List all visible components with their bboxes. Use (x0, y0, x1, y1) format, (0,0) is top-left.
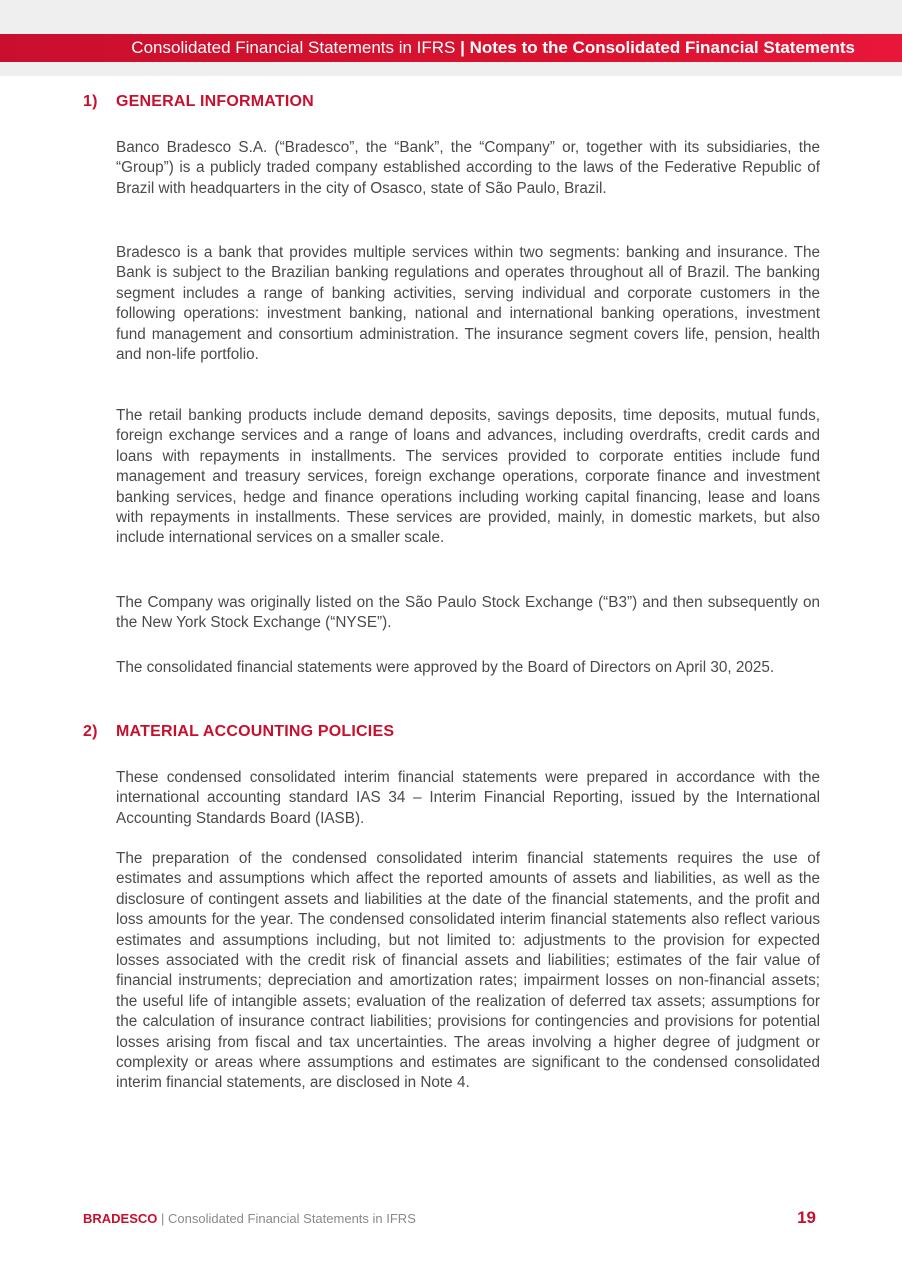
paragraph: The Company was originally listed on the São Paulo Stock Exchange (“B3”) and then subsequently on the New York Stock Exchange (“NYSE”). (116, 594, 820, 632)
paragraph: The consolidated financial statements were approved by the Board of Directors on April 30, 2025. (116, 659, 775, 676)
footer-brand: BRADESCO (83, 1211, 158, 1226)
header-left-text: Consolidated Financial Statements in IFRS (131, 38, 456, 57)
paragraph: The retail banking products include demand deposits, savings deposits, time deposits, mutual funds, foreign exchange services and a range of loans and advances, including overdrafts, credit cards and loans with repayments in installments. The services provided to corporate entities include fund management and treasury services, foreign exchange operations, corporate finance and investment banking services, hedge and finance operations including working capital financing, lease and loans with repayments in installments. These services are provided, mainly, in domestic markets, but also include international services on a smaller scale. (116, 407, 820, 547)
section-number: 1) (83, 93, 98, 110)
section-heading-material-accounting-policies (83, 723, 394, 741)
paragraph: Bradesco is a bank that provides multiple services within two segments: banking and insurance. The Bank is subject to the Brazilian banking regulations and operates throughout all of Brazil. The banking segment includes a range of banking activities, serving individual and corporate customers in the following operations: investment banking, national and international banking operations, investment fund management and consortium administration. The insurance segment covers life, pension, health and non-life portfolio. (116, 244, 820, 364)
header-right-text: Notes to the Consolidated Financial Statements (469, 38, 855, 57)
section-title: MATERIAL ACCOUNTING POLICIES (116, 723, 395, 740)
header-bar (0, 34, 902, 62)
section-title: GENERAL INFORMATION (116, 93, 314, 110)
page-number: 19 (797, 1208, 816, 1227)
header-under-band (0, 62, 902, 76)
footer-separator: | (157, 1211, 169, 1226)
footer (83, 1211, 416, 1226)
paragraph: Banco Bradesco S.A. (“Bradesco”, the “Bank”, the “Company” or, together with its subsidiaries, the “Group”) is a publicly traded company established according to the laws of the Federative Republic of Brazil with headquarters in the city of Osasco, state of São Paulo, Brazil. (116, 139, 820, 197)
paragraph: The preparation of the condensed consolidated interim financial statements requires the use of estimates and assumptions which affect the reported amounts of assets and liabilities, as well as the disclosure of contingent assets and liabilities at the date of the financial statements, and the profit and loss amounts for the year. The condensed consolidated interim financial statements also reflect various estimates and assumptions including, but not limited to: adjustments to the provision for expected losses associated with the credit risk of financial assets and liabilities; estimates of the fair value of financial instruments; depreciation and amortization rates; impairment losses on non-financial assets; the useful life of intangible assets; evaluation of the realization of deferred tax assets; assumptions for the calculation of insurance contract liabilities; provisions for contingencies and provisions for potential losses arising from fiscal and tax uncertainties. The areas involving a higher degree of judgment or complexity or areas where assumptions and estimates are significant to the condensed consolidated interim financial statements, are disclosed in Note 4. (116, 850, 820, 1092)
header-separator: | (455, 38, 470, 57)
section-heading-general-information (83, 93, 314, 111)
section-number: 2) (83, 723, 98, 740)
top-band (0, 0, 902, 34)
paragraph: These condensed consolidated interim financial statements were prepared in accordance with the international accounting standard IAS 34 – Interim Financial Reporting, issued by the International Accounting Standards Board (IASB). (116, 769, 820, 827)
footer-text: Consolidated Financial Statements in IFRS (168, 1211, 416, 1226)
header-text (131, 34, 855, 62)
